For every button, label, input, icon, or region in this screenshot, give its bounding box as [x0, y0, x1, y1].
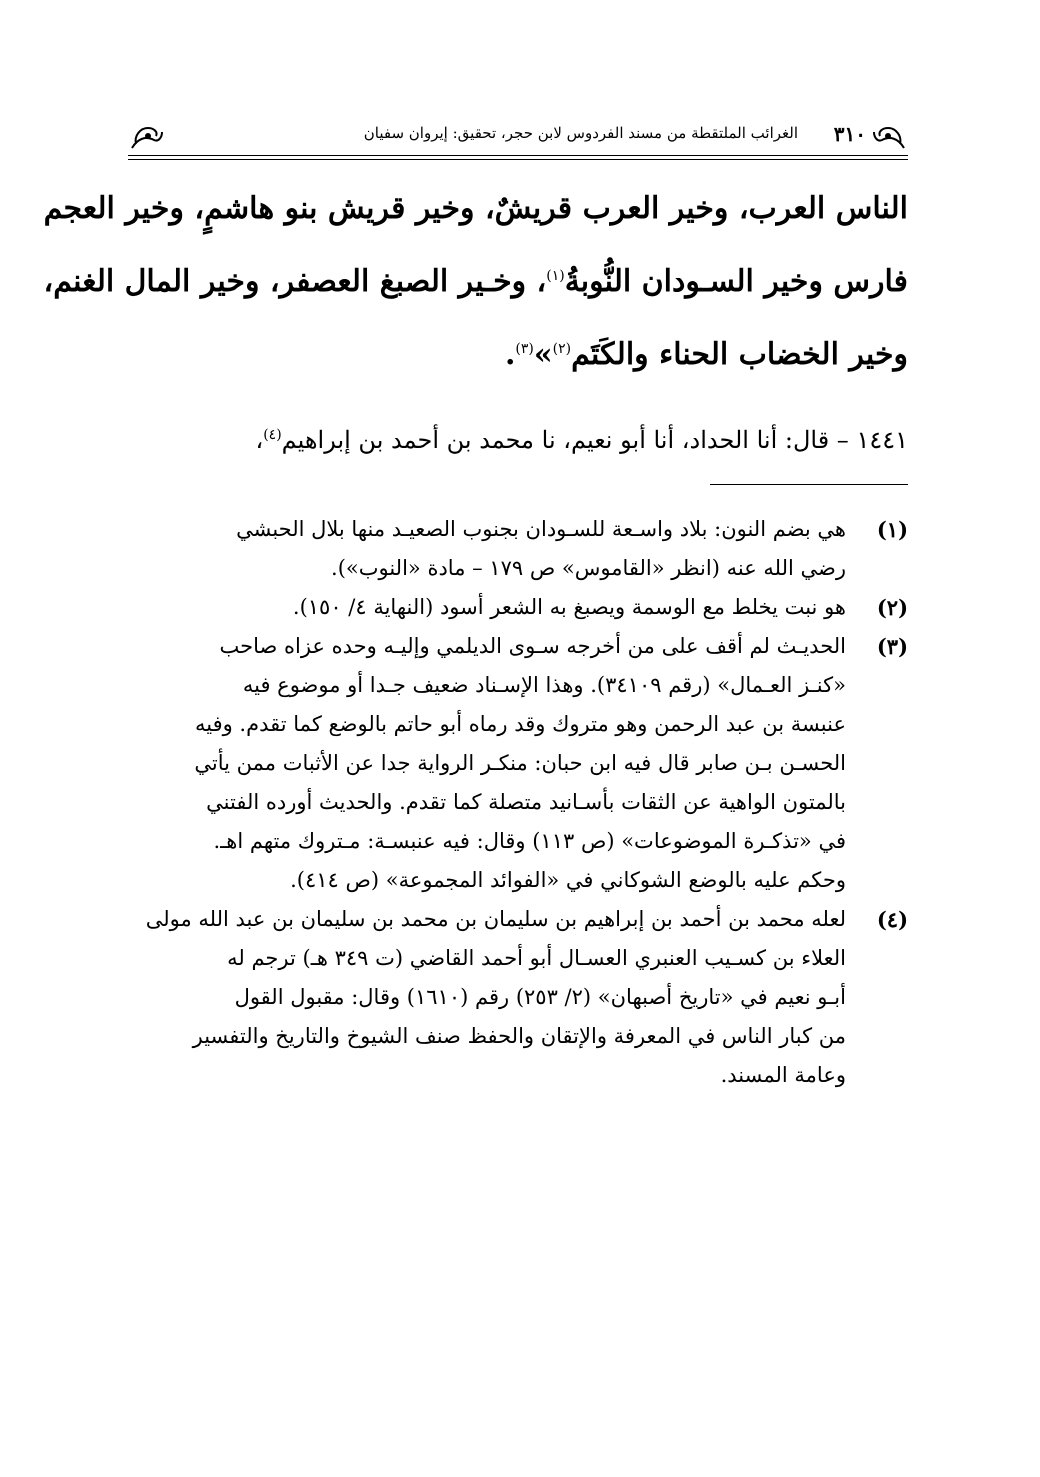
footnote-number: (٢): [876, 595, 908, 620]
footnote-marker-1: (١): [546, 268, 565, 284]
footnote-marker-2: (٢): [552, 341, 572, 357]
footnote-line: العلاء بن كسـيب العنبري العسـال أبو أحمد القاضي (ت ٣٤٩ هـ) ترجم له: [227, 946, 846, 970]
hadith-tail: ،: [255, 426, 264, 454]
main-text: [43, 172, 908, 391]
hadith-entry: [128, 420, 908, 460]
main-text-line-3: وخير الخضاب الحناء والكَتَم: [571, 337, 908, 372]
footnote-line: في «تذكـرة الموضوعات» (ص ١١٣) وقال: فيه عنبسـة: مـتروك متهم اهـ.: [213, 829, 846, 853]
footnote-line: هي بضم النون: بلاد واسـعة للسـودان بجنوب الصعيـد منها بلال الحبشي: [236, 517, 846, 541]
footnote-line: «كنـز العـمال» (رقم ٣٤١٠٩). وهذا الإسـناد ضعيف جـدا أو موضوع فيه: [242, 673, 846, 697]
footnote-line: لعله محمد بن أحمد بن إبراهيم بن سليمان بن محمد بن سليمان بن عبد الله مولى: [145, 907, 846, 931]
page-number: ٣١٠: [833, 122, 866, 146]
footnote-number: (٣): [876, 634, 908, 659]
main-text-line: [43, 172, 908, 245]
header-rule-thin: [128, 159, 908, 160]
footnote-line: رضي الله عنه (انظر «القاموس» ص ١٧٩ – مادة «النوب»).: [331, 556, 846, 580]
footnote-line: الحديـث لم أقف على من أخرجه سـوى الديلمي وإليـه وحده عزاه صاحب: [219, 634, 846, 658]
right-ornament-icon: [870, 118, 908, 152]
footnote-number: (١): [876, 517, 908, 542]
footnote-line: هو نبت يخلط مع الوسمة ويصبغ به الشعر أسود (النهاية ٤/ ١٥٠).: [292, 595, 846, 619]
footnote-line: عنبسة بن عبد الرحمن وهو متروك وقد رماه أبو حاتم بالوضع كما تقدم. وفيه: [194, 712, 846, 736]
header-rule: [128, 155, 908, 156]
main-text-line-2: فارس وخير السـودان النُّوبةُ: [564, 264, 908, 299]
left-ornament-icon: [128, 118, 166, 152]
main-text-line-1: الناس العرب، وخير العرب قريشٌ، وخير قريش بنو هاشمٍ، وخير العجم: [43, 191, 908, 226]
footnote-marker-4: (٤): [263, 427, 282, 443]
main-text-line-2-rest: ، وخـير الصبغ العصفر، وخير المال الغنم،: [43, 264, 547, 299]
footnote-line: الحسـن بـن صابر قال فيه ابن حبان: منكـر الرواية جدا عن الأثبات ممن يأتي: [194, 751, 846, 775]
footnote: [128, 627, 908, 900]
footnote-line: أبـو نعيم في «تاريخ أصبهان» (٢/ ٢٥٣) رقم (١٦١٠) وقال: مقبول القول: [234, 985, 846, 1009]
main-text-line: وخير الخضاب الحناء والكَتَم$^{(٢)}$»$^{(٣)}$.: [504, 337, 908, 372]
hadith-text: ١٤٤١ – قال: أنا الحداد، أنا أبو نعيم، نا محمد بن أحمد بن إبراهيم: [281, 426, 908, 454]
footnote-line: وحكم عليه بالوضع الشوكاني في «الفوائد المجموعة» (ص ٤١٤).: [290, 868, 846, 892]
main-text-line: [43, 245, 908, 318]
page-header: [128, 116, 908, 156]
footnote-line: وعامة المسند.: [720, 1063, 846, 1087]
footnote: [128, 510, 908, 588]
footnote: [128, 588, 908, 627]
footnote-marker-3: (٣): [515, 341, 534, 357]
footnote-separator: [710, 484, 908, 485]
footnote-line: بالمتون الواهية عن الثقات بأسـانيد متصلة كما تقدم. والحديث أورده الفتني: [206, 790, 846, 814]
footnote-line: من كبار الناس في المعرفة والإتقان والحفظ صنف الشيوخ والتاريخ والتفسير: [192, 1024, 846, 1048]
footnotes: [128, 510, 908, 1095]
running-title: الغرائب الملتقطة من مسند الفردوس لابن حجر، تحقيق: إيروان سفيان: [363, 124, 798, 142]
footnote: [128, 900, 908, 1095]
footnote-number: (٤): [876, 907, 908, 932]
